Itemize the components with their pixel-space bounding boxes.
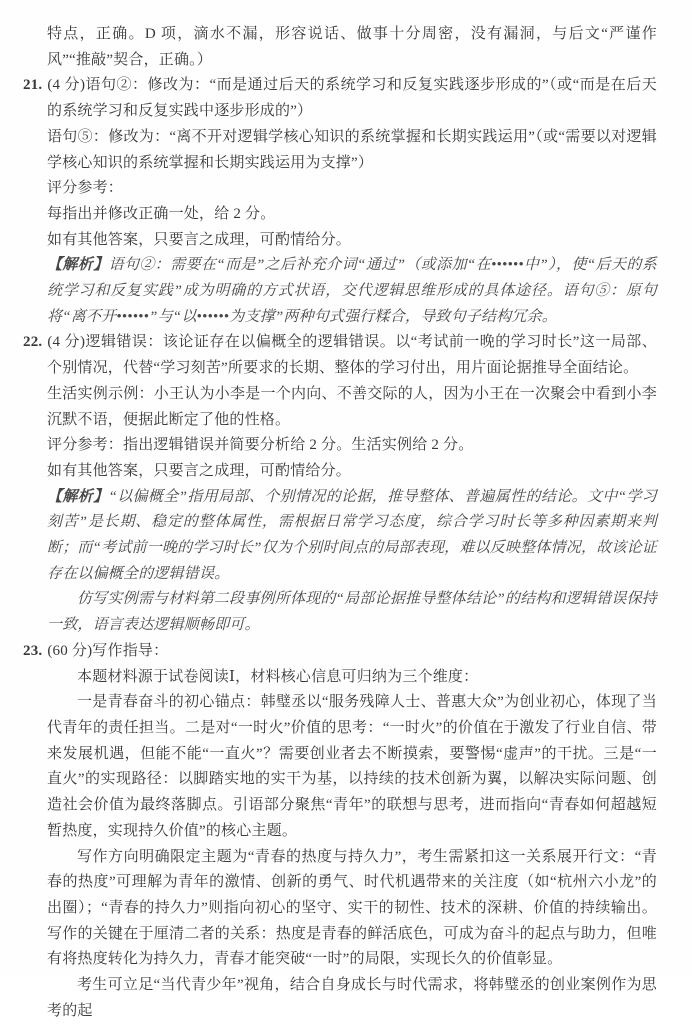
- item-21-analysis: [47, 253, 657, 330]
- item-23-main: [23, 639, 657, 665]
- item-21-analysis-text: 语句②：需要在“而是”之后补充介词“通过”（或添加“在••••••中”），使“后天的系统学习和反复实践”成为明确的方式状语，交代逻辑思维形成的具体途径。语句⑤：原句将“离不开••••••”与“以••••••为支撑”两种句式强行糅合，导致句子结构冗余。: [47, 257, 657, 325]
- item-22-analysis-2: 仿写实例需与材料第二段事例所体现的“局部论据推导整体结论”的结构和逻辑错误保持一致，语言表达逻辑顺畅即可。: [47, 591, 657, 634]
- item-23-number: 23.: [23, 642, 43, 659]
- item-22-analysis-1: [47, 485, 657, 588]
- item-21-scoring-heading: 评分参考：: [47, 180, 124, 197]
- analysis-label: 【解析】: [47, 488, 109, 505]
- item-21-text: (4 分)语句②：修改为：“而是通过后天的系统学习和反复实践逐步形成的”（或“而是在后天的系统学习和反复实践中逐步形成的”）: [47, 77, 657, 120]
- continuation-paragraph: 特点，正确。D 项，滴水不漏，形容说话、做事十分周密，没有漏洞，与后文“严谨作风”“推敲”契合，正确。）: [47, 26, 657, 68]
- item-22-number: 22.: [23, 334, 43, 351]
- item-23-paragraph-3: 写作方向明确限定主题为“青春的热度与持久力”，考生需紧扣这一关系展开行文：“青春的热度”可理解为青年的激情、创新的勇气、时代机遇带来的关注度（如“杭州六小龙”的出圈）；“青春的持久力”则指向初心的坚守、实干的韧性、技术的深耕、价值的持续输出。写作的关键在于厘清二者的关系：热度是青春的鲜活底色，可成为奋斗的起点与助力，但唯有将热度转化为持久力，青春才能突破“一时”的局限，实现长久的价值彰显。: [47, 848, 657, 968]
- item-22-example: 生活实例示例：小王认为小李是一个内向、不善交际的人，因为小王在一次聚会中看到小李沉默不语，便据此断定了他的性格。: [47, 385, 657, 428]
- item-23-paragraph-4: 考生可立足“当代青少年”视角，结合自身成长与时代需求，将韩璧丞的创业案例作为思考的起: [47, 977, 657, 1019]
- item-21-sentence5: 语句⑤：修改为：“离不开对逻辑学核心知识的系统掌握和长期实践运用”（或“需要以对逻辑学核心知识的系统掌握和长期实践运用为支撑”）: [47, 128, 657, 171]
- analysis-label: 【解析】: [47, 257, 109, 274]
- item-22-analysis-text-1: “以偏概全”指用局部、个别情况的论据，推导整体、普遍属性的结论。文中“学习刻苦”是长期、稳定的整体属性，需根据日常学习态度，综合学习时长等多种因素期来判断；而“考试前一晚的学习时长”仅为个别时间点的局部表现，难以反映整体情况，故该论证存在以偏概全的逻辑错误。: [47, 488, 657, 582]
- item-23-paragraph-2: 一是青春奋斗的初心锚点：韩璧丞以“服务残障人士、普惠大众”为创业初心，体现了当代青年的责任担当。二是对“一时火”价值的思考：“一时火”的价值在于激发了行业自信、带来发展机遇，但能不能“一直火”？需要创业者去不断摸索，要警惕“虚声”的干扰。三是“一直火”的实现路径：以脚踏实地的实干为基，以持续的技术创新为翼，以解决实际问题、创造社会价值为最终落脚点。引语部分聚焦“青年”的联想与思考，进而指向“青春如何超越短暂热度，实现持久价值”的核心主题。: [47, 694, 657, 839]
- item-21-scoring-rule: 每指出并修改正确一处，给 2 分。: [47, 205, 276, 222]
- item-22-main: [23, 330, 657, 381]
- item-22-text: (4 分)逻辑错误：该论证存在以偏概全的逻辑错误。以“考试前一晚的学习时长”这一局部、个别情况，代替“学习刻苦”所要求的长期、整体的学习付出，用片面论据推导全面结论。: [47, 334, 657, 377]
- item-22-scoring-rule: 评分参考：指出逻辑错误并简要分析给 2 分。生活实例给 2 分。: [47, 437, 474, 454]
- item-21-number: 21.: [23, 77, 43, 94]
- item-22-other-answers-note: 如有其他答案，只要言之成理，可酌情给分。: [47, 462, 352, 479]
- item-23-text: (60 分)写作指导：: [47, 642, 169, 659]
- item-21-other-answers-note: 如有其他答案，只要言之成理，可酌情给分。: [47, 231, 352, 248]
- item-21-main: [23, 73, 657, 124]
- item-23-paragraph-1: 本题材料源于试卷阅读Ⅰ，材料核心信息可归纳为三个维度：: [77, 668, 479, 685]
